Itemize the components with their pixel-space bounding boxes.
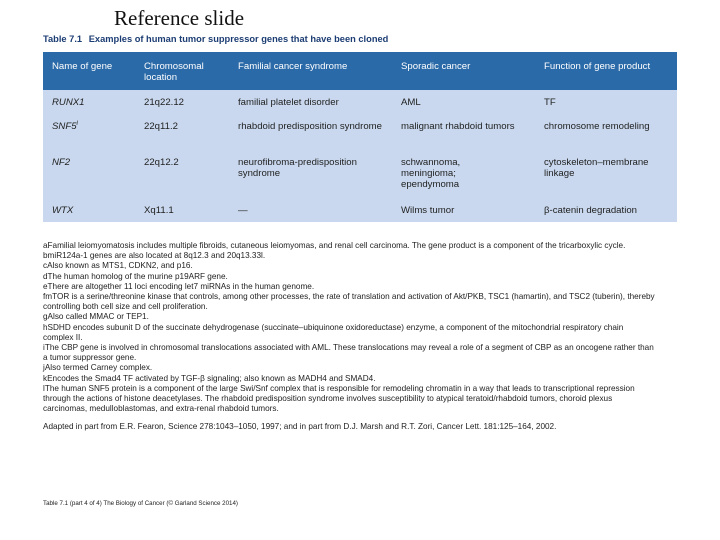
gene-name: SNF5 <box>52 121 77 132</box>
table-caption-text: Examples of human tumor suppressor genes that have been cloned <box>88 34 389 44</box>
header-name-of-gene: Name of gene <box>52 61 113 72</box>
table-footnotes <box>43 241 655 433</box>
table-cell-gene: RUNX1 <box>52 97 85 108</box>
table-cell-location: 22q11.2 <box>144 121 178 132</box>
table-cell-sporadic: Wilms tumor <box>401 205 455 216</box>
table-cell-location: 22q12.2 <box>144 157 179 168</box>
table-cell-sporadic: AML <box>401 97 421 108</box>
gene-table <box>43 52 677 222</box>
footnote: lThe human SNF5 protein is a component of the large Swi/Snf complex that is responsible for remodeling chromatin in a way that leads to transcriptional repression through the actions of histone deacetylases. The rhabdoid predisposition syndrome involves susceptibility to atypical teratoid/rhabdoid tumors, choroid plexus carcinomas, medulloblastomas, and extra-renal rhabdoid tumors. <box>43 383 635 414</box>
table-caption <box>43 34 388 44</box>
footnote: gAlso called MMAC or TEP1. <box>43 312 149 322</box>
slide-title: Reference slide <box>114 6 245 30</box>
table-cell-function: chromosome remodeling <box>544 121 650 132</box>
table-cell-gene <box>52 121 78 132</box>
header-chromosomal-location: Chromosomal location <box>144 61 204 83</box>
header-familial-cancer-syndrome: Familial cancer syndrome <box>238 61 348 72</box>
table-cell-function: TF <box>544 97 556 108</box>
table-cell-gene: WTX <box>52 205 74 216</box>
footnote: dThe human homolog of the murine p19ARF gene. <box>43 271 228 281</box>
table-cell-syndrome: familial platelet disorder <box>238 97 339 108</box>
footnote: kEncodes the Smad4 TF activated by TGF-β signaling; also known as MADH4 and SMAD4. <box>43 373 376 383</box>
table-cell-function: β-catenin degradation <box>544 205 637 216</box>
table-cell-function: cytoskeleton–membrane linkage <box>544 157 649 179</box>
table-cell-location: 21q22.12 <box>144 97 185 108</box>
footnote: hSDHD encodes subunit D of the succinate dehydrogenase (succinate–ubiquinone oxidoreductase) enzyme, a component of the mitochondrial respiratory chain complex II. <box>43 322 624 342</box>
table-cell-location: Xq11.1 <box>144 205 174 216</box>
table-cell-sporadic: schwannoma, meningioma; ependymoma <box>401 157 461 190</box>
table-cell-syndrome: — <box>238 205 248 216</box>
header-function-of-gene-product: Function of gene product <box>544 61 651 72</box>
table-cell-syndrome: rhabdoid predisposition syndrome <box>238 121 382 132</box>
footnote: iThe CBP gene is involved in chromosomal translocations associated with AML. These translocations may reveal a role of a segment of CBP as an oncogene rather than a tumor suppressor gene. <box>43 343 654 363</box>
footnote-marker: l <box>76 120 78 127</box>
table-number: Table 7.1 <box>43 34 83 44</box>
table-cell-syndrome: neurofibroma-predisposition syndrome <box>238 157 357 179</box>
header-sporadic-cancer: Sporadic cancer <box>401 61 471 72</box>
table-cell-sporadic: malignant rhabdoid tumors <box>401 121 515 132</box>
footnote: cAlso known as MTS1, CDKN2, and p16. <box>43 261 193 271</box>
table-cell-gene: NF2 <box>52 157 71 168</box>
footnote: eThere are altogether 11 loci encoding let7 miRNAs in the human genome. <box>43 281 315 291</box>
footnote: fmTOR is a serine/threonine kinase that controls, among other processes, the rate of translation and activation of Akt/PKB, TSC1 (hamartin), and TSC2 (tuberin), thereby controlling both cell size and cell proliferation. <box>43 292 655 312</box>
source-citation: Adapted in part from E.R. Fearon, Science 278:1043–1050, 1997; and in part from D.J. Marsh and R.T. Zori, Cancer Lett. 181:125–164, 2002. <box>43 422 557 432</box>
footnote: aFamilial leiomyomatosis includes multiple fibroids, cutaneous leiomyomas, and renal cell carcinoma. The gene product is a component of the tricarboxylic cycle. <box>43 241 626 250</box>
footnote: jAlso termed Carney complex. <box>43 363 153 373</box>
table-header <box>43 52 677 90</box>
footnote: bmiR124a-1 genes are also located at 8q12.3 and 20q13.33l. <box>43 251 266 261</box>
figure-credit: Table 7.1 (part 4 of 4) The Biology of Cancer (© Garland Science 2014) <box>43 500 238 507</box>
